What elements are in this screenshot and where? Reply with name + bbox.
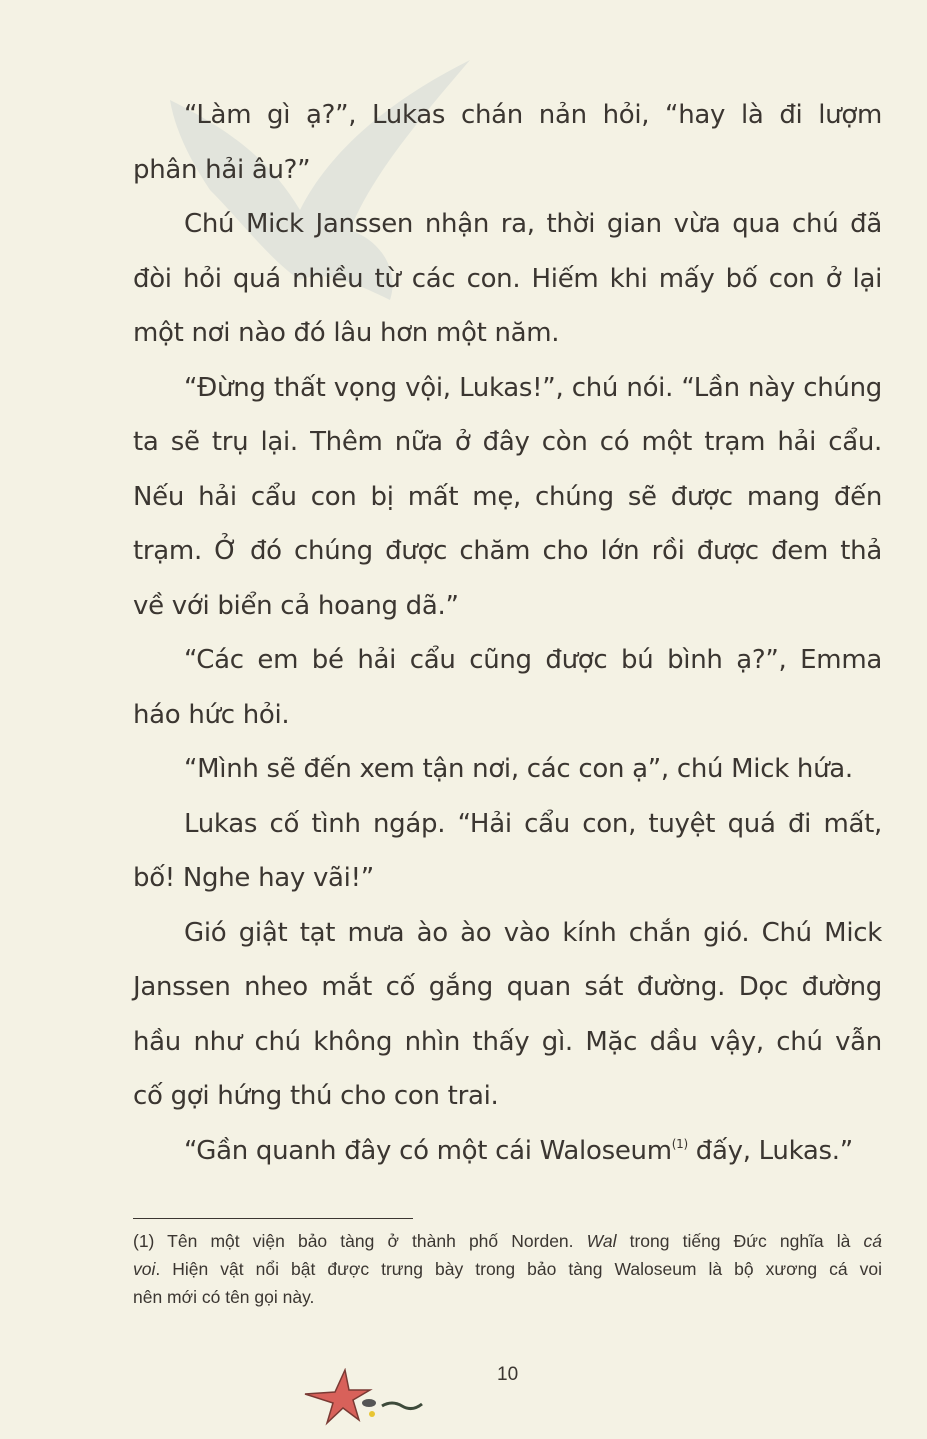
text-line: đòi hỏi quá nhiều từ các con. Hiếm khi mấy bố con ở lại [133, 263, 882, 294]
text-line: trạm. Ở đó chúng được chăm cho lớn rồi được đem thả [133, 536, 882, 566]
footnote-line [133, 1227, 882, 1255]
text-line: bố! Nghe hay vãi!” [133, 863, 374, 893]
text-line: “Mình sẽ đến xem tận nơi, các con ạ”, chú Mick hứa. [184, 754, 853, 784]
footnote-italic: voi [133, 1259, 156, 1279]
footnote-text: trong tiếng Đức nghĩa là [616, 1231, 864, 1251]
footnote-italic: Wal [586, 1231, 617, 1251]
page-number: 10 [497, 1364, 519, 1385]
text-line [133, 1124, 882, 1179]
text-line: “Làm gì ạ?”, Lukas chán nản hỏi, “hay là đi lượm [184, 100, 882, 130]
text-line: Chú Mick Janssen nhận ra, thời gian vừa qua chú đã [184, 209, 882, 239]
text-segment: đấy, Lukas.” [687, 1135, 853, 1166]
text-line: cố gợi hứng thú cho con trai. [133, 1081, 499, 1111]
footnote [133, 1227, 882, 1311]
text-line: háo hức hỏi. [133, 699, 290, 730]
text-segment: “Gần quanh đây có một cái Waloseum [184, 1135, 672, 1166]
text-line: phân hải âu?” [133, 154, 311, 185]
text-line: Janssen nheo mắt cố gắng quan sát đường. Dọc đường [133, 972, 882, 1002]
text-line: về với biển cả hoang dã.” [133, 590, 459, 621]
text-line: Nếu hải cẩu con bị mất mẹ, chúng sẽ được mang đến [133, 481, 882, 512]
footnote-divider [133, 1218, 413, 1219]
text-line: một nơi nào đó lâu hơn một năm. [133, 318, 560, 348]
starfish-icon [297, 1368, 437, 1433]
text-line: ta sẽ trụ lại. Thêm nữa ở đây còn có một trạm hải cẩu. [133, 427, 882, 457]
footnote-line: nên mới có tên gọi này. [133, 1287, 315, 1307]
footnote-reference: (1) [671, 1136, 688, 1151]
text-line: Gió giật tạt mưa ào ào vào kính chắn gió. Chú Mick [184, 917, 882, 948]
footnote-italic: cá [863, 1231, 882, 1251]
body-text [133, 88, 882, 1178]
text-line: “Các em bé hải cẩu cũng được bú bình ạ?”, Emma [184, 645, 882, 675]
text-line: “Đừng thất vọng vội, Lukas!”, chú nói. “Lần này chúng [184, 372, 882, 403]
footnote-line [133, 1255, 882, 1283]
footnote-text: . Hiện vật nổi bật được trưng bày trong bảo tàng Waloseum là bộ xương cá voi [155, 1259, 882, 1279]
text-line: Lukas cố tình ngáp. “Hải cẩu con, tuyệt quá đi mất, [184, 808, 882, 839]
footnote-text: (1) Tên một viện bảo tàng ở thành phố Norden. [133, 1231, 587, 1251]
text-line: hầu như chú không nhìn thấy gì. Mặc dầu vậy, chú vẫn [133, 1026, 882, 1057]
